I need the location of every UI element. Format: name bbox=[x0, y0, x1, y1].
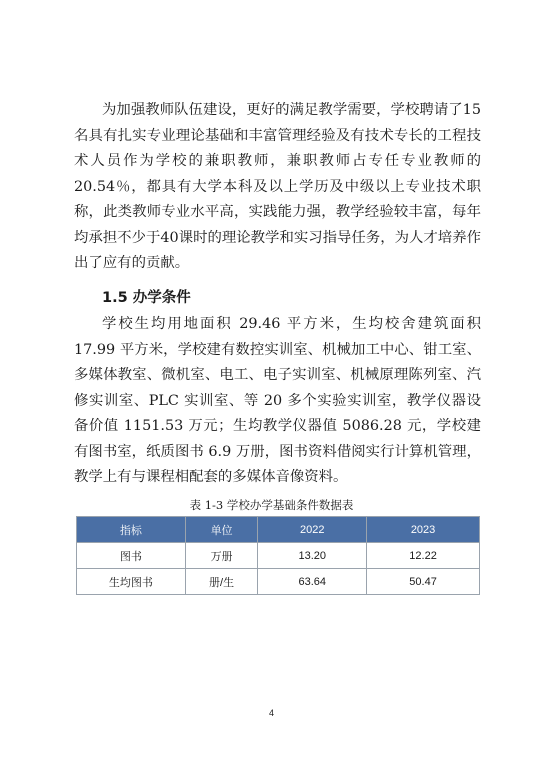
cell-2022: 63.64 bbox=[258, 569, 367, 595]
header-2023: 2023 bbox=[367, 517, 480, 543]
header-2022: 2022 bbox=[258, 517, 367, 543]
cell-2023: 50.47 bbox=[367, 569, 480, 595]
table-header-row bbox=[77, 517, 480, 543]
page-number: 4 bbox=[268, 708, 274, 718]
table-row bbox=[77, 569, 480, 595]
header-unit: 单位 bbox=[185, 517, 258, 543]
cell-unit: 册/生 bbox=[185, 569, 258, 595]
table-row bbox=[77, 543, 480, 569]
cell-2023: 12.22 bbox=[367, 543, 480, 569]
table-caption: 表 1-3 学校办学基础条件数据表 bbox=[189, 498, 354, 512]
cell-unit: 万册 bbox=[185, 543, 258, 569]
header-indicator: 指标 bbox=[77, 517, 186, 543]
paragraph-part-time-teachers: 为加强教师队伍建设，更好的满足教学需要，学校聘请了15名具有扎实专业理论基础和丰富管理经验及有技术专长的工程技术人员作为学校的兼职教师，兼职教师占专任专业教师的20.54％，都具有大学本科及以上学历及中级以上专业技术职称，此类教师专业水平高，实践能力强，教学经验较丰富，每年均承担不少于40课时的理论教学和实习指导任务，为人才培养作出了应有的贡献。 bbox=[74, 102, 481, 271]
cell-indicator: 图书 bbox=[77, 543, 186, 569]
conditions-table bbox=[76, 516, 480, 595]
cell-2022: 13.20 bbox=[258, 543, 367, 569]
cell-indicator: 生均图书 bbox=[77, 569, 186, 595]
paragraph-school-conditions: 学校生均用地面积 29.46 平方米，生均校舍建筑面积 17.99 平方米，学校建有数控实训室、机械加工中心、钳工室、多媒体教室、微机室、电工、电子实训室、机械原理陈列室、汽修实训室、PLC 实训室、等 20 多个实验实训室，教学仪器设备价值 1151.53 万元；生均教学仪器值 5086.28 元，学校建有图书室，纸质图书 6.9 万册，图书资料借阅实行计算机管理，教学上有与课程相配套的多媒体音像资料。 bbox=[74, 316, 481, 485]
section-heading: 1.5 办学条件 bbox=[102, 290, 191, 306]
